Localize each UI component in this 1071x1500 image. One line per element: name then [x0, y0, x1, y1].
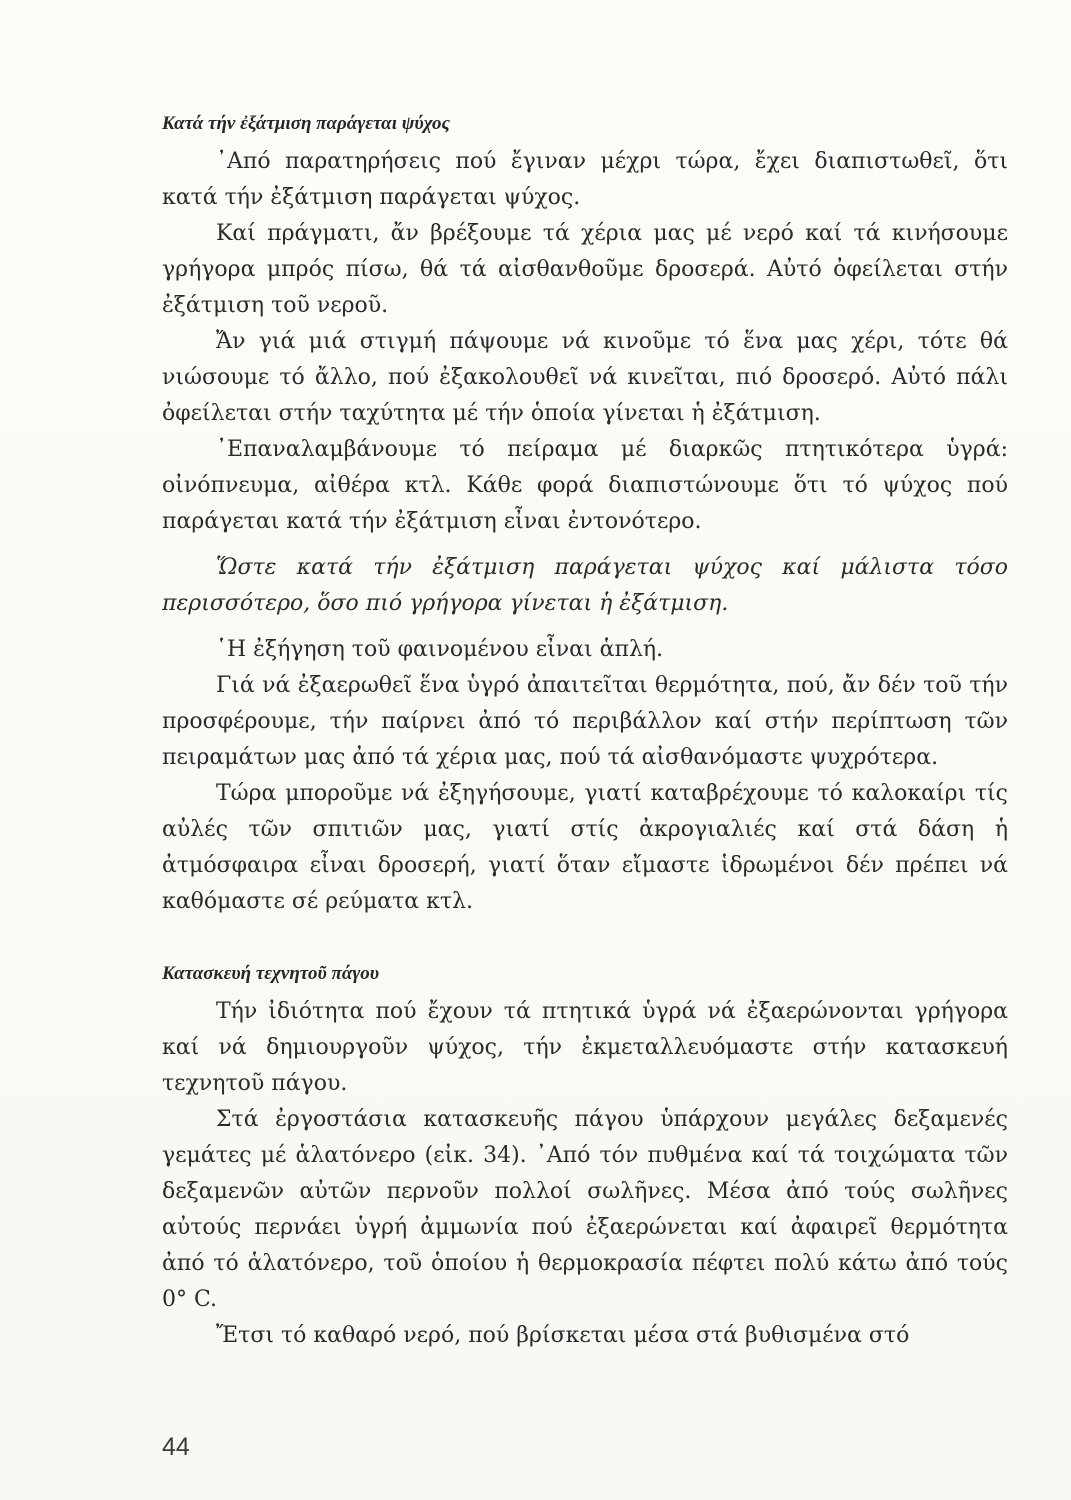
section-heading-evaporation: Κατά τήν ἐξάτμιση παράγεται ψύχος [162, 113, 450, 134]
paragraph: ᾿Από παρατηρήσεις πού ἔγιναν μέχρι τώρα, ἔχει διαπιστωθεῖ, ὅτι κατά τήν ἐξάτμιση παράγεται ψύχος. [162, 149, 1008, 210]
paragraph: Στά ἐργοστάσια κατασκευῆς πάγου ὑπάρχουν μεγάλες δεξαμενές γεμάτες μέ ἁλατόνερο (εἰκ. 34). ᾿Από τόν πυθμένα καί τά τοιχώματα τῶν δεξαμενῶν αὐτῶν περνοῦν πολλοί σωλῆνες. Μέσα ἀπό τούς σωλῆνες αὐτούς περνάει ὑγρή ἀμμωνία πού ἐξαερώνεται καί ἀφαιρεῖ θερμότητα ἀπό τό ἁλατόνερο, τοῦ ὁποίου ἡ θερμοκρασία πέφτει πολύ κάτω ἀπό τούς 0° C. [162, 1107, 1008, 1312]
paragraph: Καί πράγματι, ἄν βρέξουμε τά χέρια μας μέ νερό καί τά κινήσουμε γρήγορα μπρός πίσω, θά τά αἰσθανθοῦμε δροσερά. Αὐτό ὀφείλεται στήν ἐξάτμιση τοῦ νεροῦ. [162, 221, 1008, 318]
paragraph: ᾿Επαναλαμβάνουμε τό πείραμα μέ διαρκῶς πτητικότερα ὑγρά: οἰνόπνευμα, αἰθέρα κτλ. Κάθε φορά διαπιστώνουμε ὅτι τό ψύχος πού παράγεται κατά τήν ἐξάτμιση εἶναι ἐντονότερο. [162, 437, 1008, 534]
paragraph: Ἄν γιά μιά στιγμή πάψουμε νά κινοῦμε τό ἕνα μας χέρι, τότε θά νιώσουμε τό ἄλλο, πού ἐξακολουθεῖ νά κινεῖται, πιό δροσερό. Αὐτό πάλι ὀφείλεται στήν ταχύτητα μέ τήν ὁποία γίνεται ἡ ἐξάτμιση. [162, 329, 1008, 426]
paragraph: Γιά νά ἐξαερωθεῖ ἕνα ὑγρό ἀπαιτεῖται θερμότητα, πού, ἄν δέν τοῦ τήν προσφέρουμε, τήν παίρνει ἀπό τό περιβάλλον καί στήν περίπτωση τῶν πειραμάτων μας ἀπό τά χέρια μας, πού τά αἰσθανόμαστε ψυχρότερα. [162, 673, 1008, 770]
italic-conclusion: Ὥστε κατά τήν ἐξάτμιση παράγεται ψύχος καί μάλιστα τόσο περισσότερο, ὅσο πιό γρήγορα γίνεται ἡ ἐξάτμιση. [162, 555, 1008, 616]
paragraph: Τήν ἰδιότητα πού ἔχουν τά πτητικά ὑγρά νά ἐξαερώνονται γρήγορα καί νά δημιουργοῦν ψύχος, τήν ἐκμεταλλευόμαστε στήν κατασκευή τεχνητοῦ πάγου. [162, 999, 1008, 1096]
paragraph: Ἔτσι τό καθαρό νερό, πού βρίσκεται μέσα στά βυθισμένα στό [216, 1323, 910, 1348]
page-content [162, 104, 1008, 1354]
page-number: 44 [162, 1433, 190, 1461]
paragraph: Τώρα μποροῦμε νά ἐξηγήσουμε, γιατί καταβρέχουμε τό καλοκαίρι τίς αὐλές τῶν σπιτιῶν μας, γιατί στίς ἀκρογιαλιές καί στά δάση ἡ ἀτμόσφαιρα εἶναι δροσερή, γιατί ὅταν εἴμαστε ἱδρωμένοι δέν πρέπει νά καθόμαστε σέ ρεύματα κτλ. [162, 781, 1008, 914]
section-heading-artificial-ice: Κατασκευή τεχνητοῦ πάγου [162, 963, 380, 984]
paragraph: ῾Η ἐξήγηση τοῦ φαινομένου εἶναι ἁπλή. [216, 637, 664, 662]
